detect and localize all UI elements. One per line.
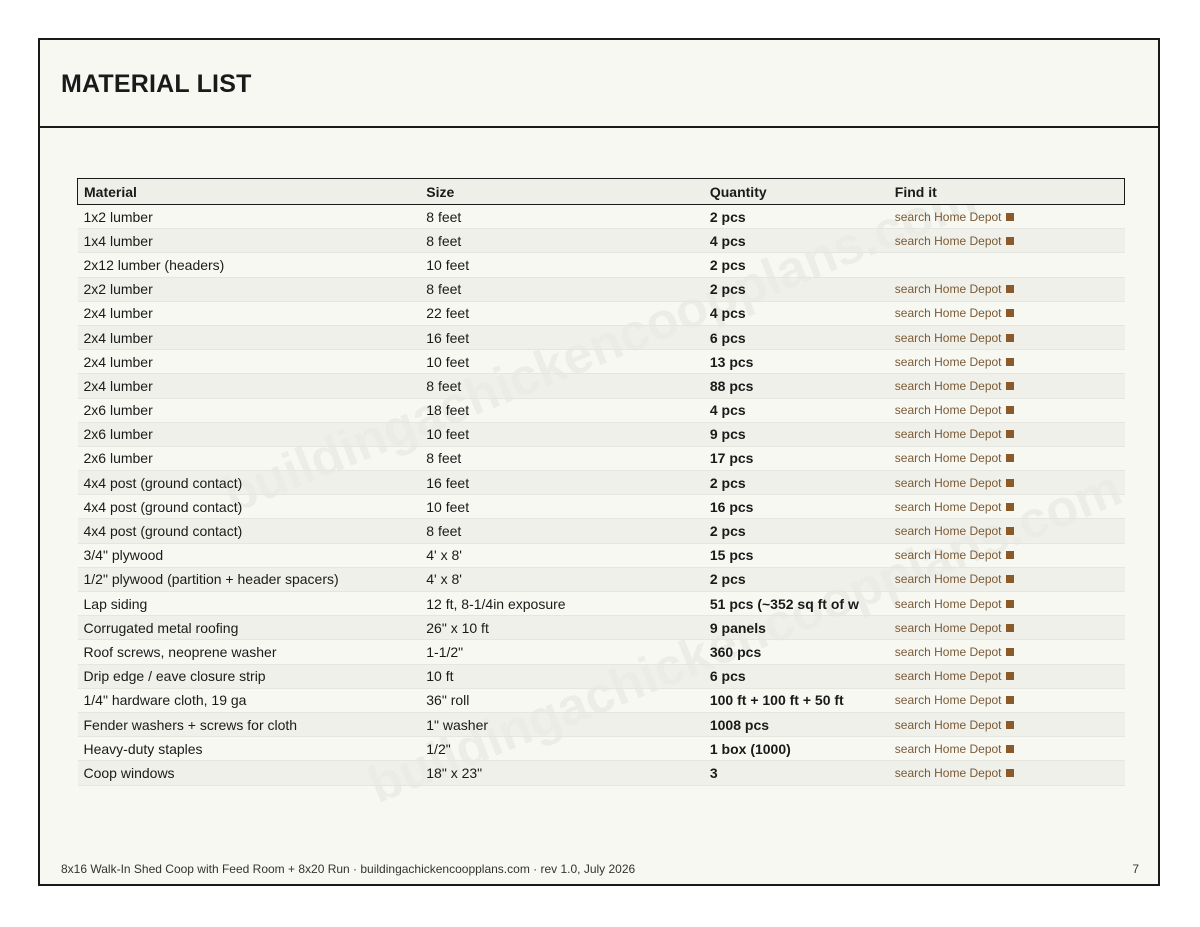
table-row xyxy=(78,374,1125,398)
table-row xyxy=(78,422,1125,446)
column-header-material: Material xyxy=(78,179,421,205)
quantity-cell: 4 pcs xyxy=(704,398,889,422)
search-home-depot-link[interactable]: search Home Depot xyxy=(894,717,1002,732)
external-link-square-icon xyxy=(1006,721,1014,729)
material-cell: 4x4 post (ground contact) xyxy=(78,471,421,495)
table-row xyxy=(78,640,1125,664)
external-link-square-icon xyxy=(1006,672,1014,680)
table-body xyxy=(78,205,1125,786)
quantity-cell: 360 pcs xyxy=(704,640,889,664)
size-cell: 10 feet xyxy=(420,253,704,277)
external-link-square-icon xyxy=(1006,769,1014,777)
material-cell: Lap siding xyxy=(78,592,421,616)
find-it-cell xyxy=(889,592,1125,616)
size-cell: 18" x 23" xyxy=(420,761,704,785)
quantity-cell: 88 pcs xyxy=(704,374,889,398)
external-link-square-icon xyxy=(1006,696,1014,704)
find-it-cell xyxy=(889,229,1125,253)
external-link-square-icon xyxy=(1006,406,1014,414)
external-link-square-icon xyxy=(1006,334,1014,342)
search-home-depot-link[interactable]: search Home Depot xyxy=(894,596,1002,611)
find-it-cell xyxy=(889,325,1125,349)
page-footer xyxy=(61,862,1139,876)
size-cell: 10 feet xyxy=(420,495,704,519)
size-cell: 18 feet xyxy=(420,398,704,422)
search-home-depot-link[interactable]: search Home Depot xyxy=(894,427,1002,442)
table-row xyxy=(78,229,1125,253)
table-row xyxy=(78,205,1125,229)
material-cell: 4x4 post (ground contact) xyxy=(78,519,421,543)
size-cell: 1/2" xyxy=(420,737,704,761)
search-home-depot-link[interactable]: search Home Depot xyxy=(894,644,1002,659)
search-home-depot-link[interactable]: search Home Depot xyxy=(894,765,1002,780)
material-cell: 1/2" plywood (partition + header spacers) xyxy=(78,567,421,591)
size-cell: 10 feet xyxy=(420,422,704,446)
material-cell: 2x2 lumber xyxy=(78,277,421,301)
search-home-depot-link[interactable]: search Home Depot xyxy=(894,451,1002,466)
search-home-depot-link[interactable]: search Home Depot xyxy=(894,403,1002,418)
material-cell: 2x12 lumber (headers) xyxy=(78,253,421,277)
material-cell: Coop windows xyxy=(78,761,421,785)
size-cell: 8 feet xyxy=(420,446,704,470)
quantity-cell: 1008 pcs xyxy=(704,712,889,736)
size-cell: 36" roll xyxy=(420,688,704,712)
table-row xyxy=(78,350,1125,374)
external-link-square-icon xyxy=(1006,745,1014,753)
find-it-cell xyxy=(889,737,1125,761)
material-cell: 2x4 lumber xyxy=(78,350,421,374)
material-cell: 2x4 lumber xyxy=(78,374,421,398)
page-header xyxy=(40,40,1158,128)
size-cell: 10 feet xyxy=(420,350,704,374)
find-it-cell xyxy=(889,422,1125,446)
find-it-cell xyxy=(889,277,1125,301)
external-link-square-icon xyxy=(1006,430,1014,438)
external-link-square-icon xyxy=(1006,551,1014,559)
page-title: MATERIAL LIST xyxy=(61,70,252,98)
find-it-cell xyxy=(889,761,1125,785)
external-link-square-icon xyxy=(1006,479,1014,487)
search-home-depot-link[interactable]: search Home Depot xyxy=(894,741,1002,756)
table-row xyxy=(78,567,1125,591)
size-cell: 22 feet xyxy=(420,301,704,325)
material-cell: 2x4 lumber xyxy=(78,325,421,349)
size-cell: 8 feet xyxy=(420,374,704,398)
table-row xyxy=(78,495,1125,519)
find-it-cell xyxy=(889,664,1125,688)
material-cell: 1x4 lumber xyxy=(78,229,421,253)
table-row xyxy=(78,712,1125,736)
table-header-row xyxy=(78,179,1125,205)
find-it-cell xyxy=(889,495,1125,519)
quantity-cell: 1 box (1000) xyxy=(704,737,889,761)
material-cell: 2x6 lumber xyxy=(78,446,421,470)
size-cell: 26" x 10 ft xyxy=(420,616,704,640)
search-home-depot-link[interactable]: search Home Depot xyxy=(894,282,1002,297)
search-home-depot-link[interactable]: search Home Depot xyxy=(894,524,1002,539)
search-home-depot-link[interactable]: search Home Depot xyxy=(894,233,1002,248)
material-cell: Roof screws, neoprene washer xyxy=(78,640,421,664)
external-link-square-icon xyxy=(1006,648,1014,656)
material-cell: Fender washers + screws for cloth xyxy=(78,712,421,736)
quantity-cell: 51 pcs (~352 sq ft of w xyxy=(704,592,889,616)
material-cell: 2x4 lumber xyxy=(78,301,421,325)
quantity-cell: 9 pcs xyxy=(704,422,889,446)
search-home-depot-link[interactable]: search Home Depot xyxy=(894,620,1002,635)
size-cell: 12 ft, 8-1/4in exposure xyxy=(420,592,704,616)
quantity-cell: 2 pcs xyxy=(704,471,889,495)
material-cell: 1/4" hardware cloth, 19 ga xyxy=(78,688,421,712)
quantity-cell: 16 pcs xyxy=(704,495,889,519)
quantity-cell: 3 xyxy=(704,761,889,785)
table-row xyxy=(78,277,1125,301)
search-home-depot-link[interactable]: search Home Depot xyxy=(894,572,1002,587)
material-cell: Heavy-duty staples xyxy=(78,737,421,761)
table-row xyxy=(78,253,1125,277)
search-home-depot-link[interactable]: search Home Depot xyxy=(894,499,1002,514)
material-cell: 1x2 lumber xyxy=(78,205,421,229)
search-home-depot-link[interactable]: search Home Depot xyxy=(894,378,1002,393)
find-it-cell xyxy=(889,567,1125,591)
quantity-cell: 17 pcs xyxy=(704,446,889,470)
quantity-cell: 2 pcs xyxy=(704,205,889,229)
table-row xyxy=(78,301,1125,325)
size-cell: 8 feet xyxy=(420,277,704,301)
table-row xyxy=(78,616,1125,640)
table-row xyxy=(78,688,1125,712)
size-cell: 8 feet xyxy=(420,229,704,253)
size-cell: 1" washer xyxy=(420,712,704,736)
search-home-depot-link[interactable]: search Home Depot xyxy=(894,330,1002,345)
find-it-cell xyxy=(889,519,1125,543)
table-row xyxy=(78,761,1125,785)
quantity-cell: 2 pcs xyxy=(704,567,889,591)
quantity-cell: 13 pcs xyxy=(704,350,889,374)
find-it-cell xyxy=(889,374,1125,398)
find-it-cell xyxy=(889,398,1125,422)
search-home-depot-link[interactable]: search Home Depot xyxy=(894,209,1002,224)
find-it-cell xyxy=(889,543,1125,567)
column-header-size: Size xyxy=(420,179,704,205)
search-home-depot-link[interactable]: search Home Depot xyxy=(894,693,1002,708)
table-row xyxy=(78,446,1125,470)
quantity-cell: 6 pcs xyxy=(704,664,889,688)
quantity-cell: 9 panels xyxy=(704,616,889,640)
quantity-cell: 4 pcs xyxy=(704,301,889,325)
quantity-cell: 100 ft + 100 ft + 50 ft xyxy=(704,688,889,712)
material-cell: 4x4 post (ground contact) xyxy=(78,495,421,519)
external-link-square-icon xyxy=(1006,213,1014,221)
quantity-cell: 6 pcs xyxy=(704,325,889,349)
find-it-cell xyxy=(889,616,1125,640)
external-link-square-icon xyxy=(1006,503,1014,511)
external-link-square-icon xyxy=(1006,237,1014,245)
find-it-cell xyxy=(889,205,1125,229)
external-link-square-icon xyxy=(1006,454,1014,462)
table-row xyxy=(78,325,1125,349)
material-cell: Corrugated metal roofing xyxy=(78,616,421,640)
material-table xyxy=(77,178,1125,786)
table-row xyxy=(78,543,1125,567)
search-home-depot-link[interactable]: search Home Depot xyxy=(894,669,1002,684)
find-it-cell xyxy=(889,471,1125,495)
quantity-cell: 4 pcs xyxy=(704,229,889,253)
material-cell: 3/4" plywood xyxy=(78,543,421,567)
size-cell: 4' x 8' xyxy=(420,543,704,567)
table-row xyxy=(78,664,1125,688)
table-row xyxy=(78,519,1125,543)
find-it-cell xyxy=(889,446,1125,470)
column-header-find-it: Find it xyxy=(889,179,1125,205)
quantity-cell: 2 pcs xyxy=(704,277,889,301)
material-cell: 2x6 lumber xyxy=(78,422,421,446)
table-row xyxy=(78,398,1125,422)
find-it-cell xyxy=(889,712,1125,736)
external-link-square-icon xyxy=(1006,285,1014,293)
quantity-cell: 15 pcs xyxy=(704,543,889,567)
search-home-depot-link[interactable]: search Home Depot xyxy=(894,548,1002,563)
column-header-quantity: Quantity xyxy=(704,179,889,205)
external-link-square-icon xyxy=(1006,575,1014,583)
size-cell: 16 feet xyxy=(420,325,704,349)
find-it-cell xyxy=(889,350,1125,374)
external-link-square-icon xyxy=(1006,527,1014,535)
search-home-depot-link[interactable]: search Home Depot xyxy=(894,354,1002,369)
external-link-square-icon xyxy=(1006,600,1014,608)
size-cell: 16 feet xyxy=(420,471,704,495)
find-it-cell xyxy=(889,253,1125,277)
size-cell: 8 feet xyxy=(420,205,704,229)
size-cell: 1-1/2" xyxy=(420,640,704,664)
size-cell: 4' x 8' xyxy=(420,567,704,591)
table-row xyxy=(78,737,1125,761)
external-link-square-icon xyxy=(1006,624,1014,632)
find-it-cell xyxy=(889,688,1125,712)
size-cell: 10 ft xyxy=(420,664,704,688)
search-home-depot-link[interactable]: search Home Depot xyxy=(894,475,1002,490)
page-number: 7 xyxy=(1132,862,1139,876)
table-row xyxy=(78,471,1125,495)
external-link-square-icon xyxy=(1006,309,1014,317)
find-it-cell xyxy=(889,640,1125,664)
document-page xyxy=(38,38,1160,886)
table-row xyxy=(78,592,1125,616)
size-cell: 8 feet xyxy=(420,519,704,543)
quantity-cell: 2 pcs xyxy=(704,253,889,277)
external-link-square-icon xyxy=(1006,382,1014,390)
material-cell: Drip edge / eave closure strip xyxy=(78,664,421,688)
footer-text: 8x16 Walk-In Shed Coop with Feed Room + 8x20 Run · buildingachickencoopplans.com · rev 1.0, July 2026 xyxy=(61,862,636,876)
search-home-depot-link[interactable]: search Home Depot xyxy=(894,306,1002,321)
material-cell: 2x6 lumber xyxy=(78,398,421,422)
quantity-cell: 2 pcs xyxy=(704,519,889,543)
external-link-square-icon xyxy=(1006,358,1014,366)
find-it-cell xyxy=(889,301,1125,325)
